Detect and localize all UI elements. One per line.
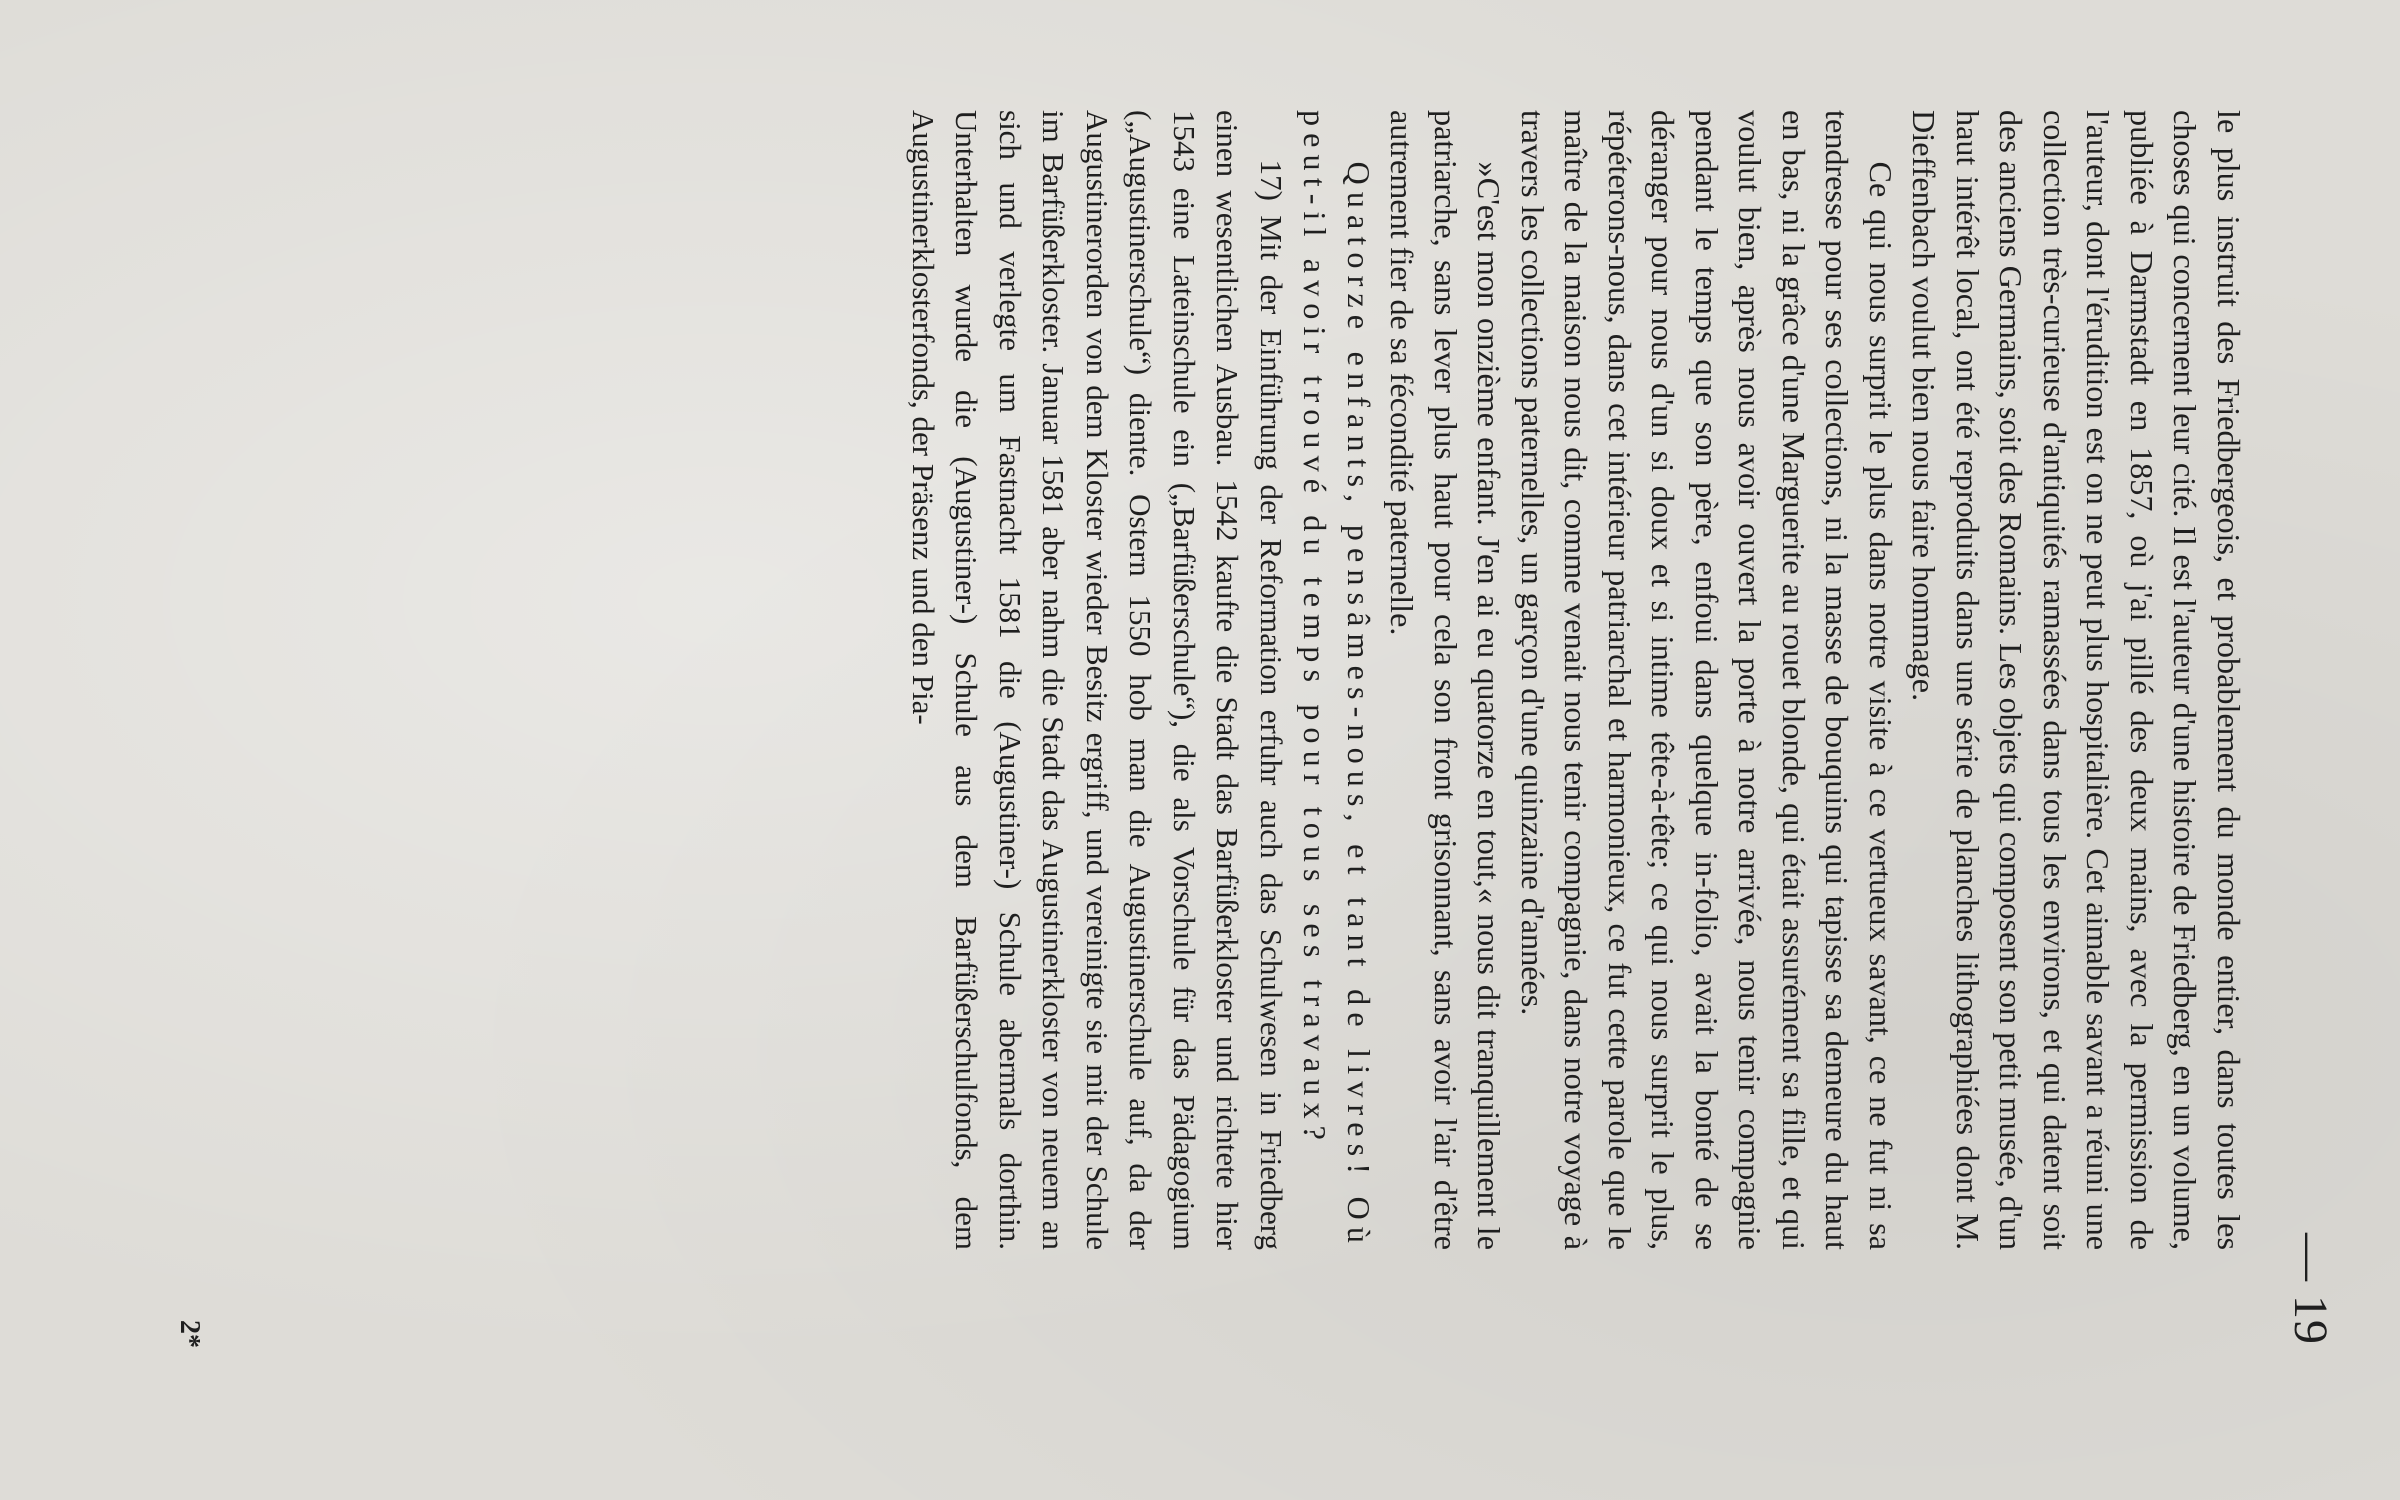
paragraph-1: le plus instruit des Friedbergeois, et probablement du monde entier, dans toutes les choses qui concernent leur cité. Il est l'auteur d'une histoire de Friedberg, en un volume, publiée à Darmstadt en 1857, où j'ai pillé des deux mains, avec la permission de l'auteur, dont l'érudition est on ne peut plus hospitalière. Cet aimable savant a réuni une collection très-curieuse d'antiquités ramassées dans tous les environs, et qui datent soit des anciens Germains, soit des Romains. Les objets qui composent son petit musée, d'un haut intérêt local, ont été reproduits dans une série de planches lithographiées dont M. Dieffenbach voulut bien nous faire hommage.: [1906, 110, 2247, 1250]
body-text: [902, 110, 2251, 1250]
paragraph-3-quote: »C'est mon onzième enfant. J'en ai eu quatorze en tout,« nous dit tranquillement le patriarche, sans lever plus haut pour cela son front grisonnant, sans avoir l'air d'être autrement fier de sa fécondité paternelle.: [1384, 110, 1508, 1250]
footnote-17: 17) Mit der Einführung der Reformation erfuhr auch das Schulwesen in Friedberg einen wesentlichen Ausbau. 1542 kaufte die Stadt das Barfüßerkloster und richtete hier 1543 eine Lateinschule ein („Barfüßerschule“), die als Vorschule für das Pädagogium („Augustinerschule“) diente. Ostern 1550 hob man die Augustinerschule auf, da der Augustinerorden von dem Kloster wieder Besitz ergriff, und vereinigte sie mit der Schule im Barfüßerkloster. Januar 1581 aber nahm die Stadt das Augustinerkloster von neuem an sich und verlegte um Fastnacht 1581 die (Augustiner-) Schule abermals dorthin. Unterhalten wurde die (Augustiner-) Schule aus dem Barfüßerschulfonds, dem Augustinerklosterfonds, der Präsenz und den Pia-: [906, 110, 1289, 1250]
paragraph-4-spaced: Quatorze enfants, pensâmes-nous, et tant de livres! Où peut-il avoir trouvé du temps pour tous ses travaux?: [1297, 110, 1377, 1250]
page-number: — 19: [2284, 1233, 2337, 1345]
paragraph-2: Ce qui nous surprit le plus dans notre visite à ce vertueux savant, ce ne fut ni sa tendresse pour ses collections, ni la masse de bouquins qui tapisse sa demeure du haut en bas, ni la grâce d'une Marguerite au rouet blonde, qui était assurément sa fille, et qui voulut bien, après nous avoir ouvert la porte à notre arrivée, nous tenir compagnie pendant le temps que son père, enfoui dans quelque in-folio, avait la bonté de se déranger pour nous d'un si doux et si intime tête-à-tête; ce qui nous surprit le plus, répéterons-nous, dans cet intérieur patriarchal et harmonieux, ce fut cette parole que le maître de la maison nous dit, comme venait nous tenir compagnie, dans notre voyage à travers les collections paternelles, un garçon d'une quinzaine d'années.: [1515, 110, 1899, 1250]
printer-signature: 2*: [174, 1320, 205, 1348]
